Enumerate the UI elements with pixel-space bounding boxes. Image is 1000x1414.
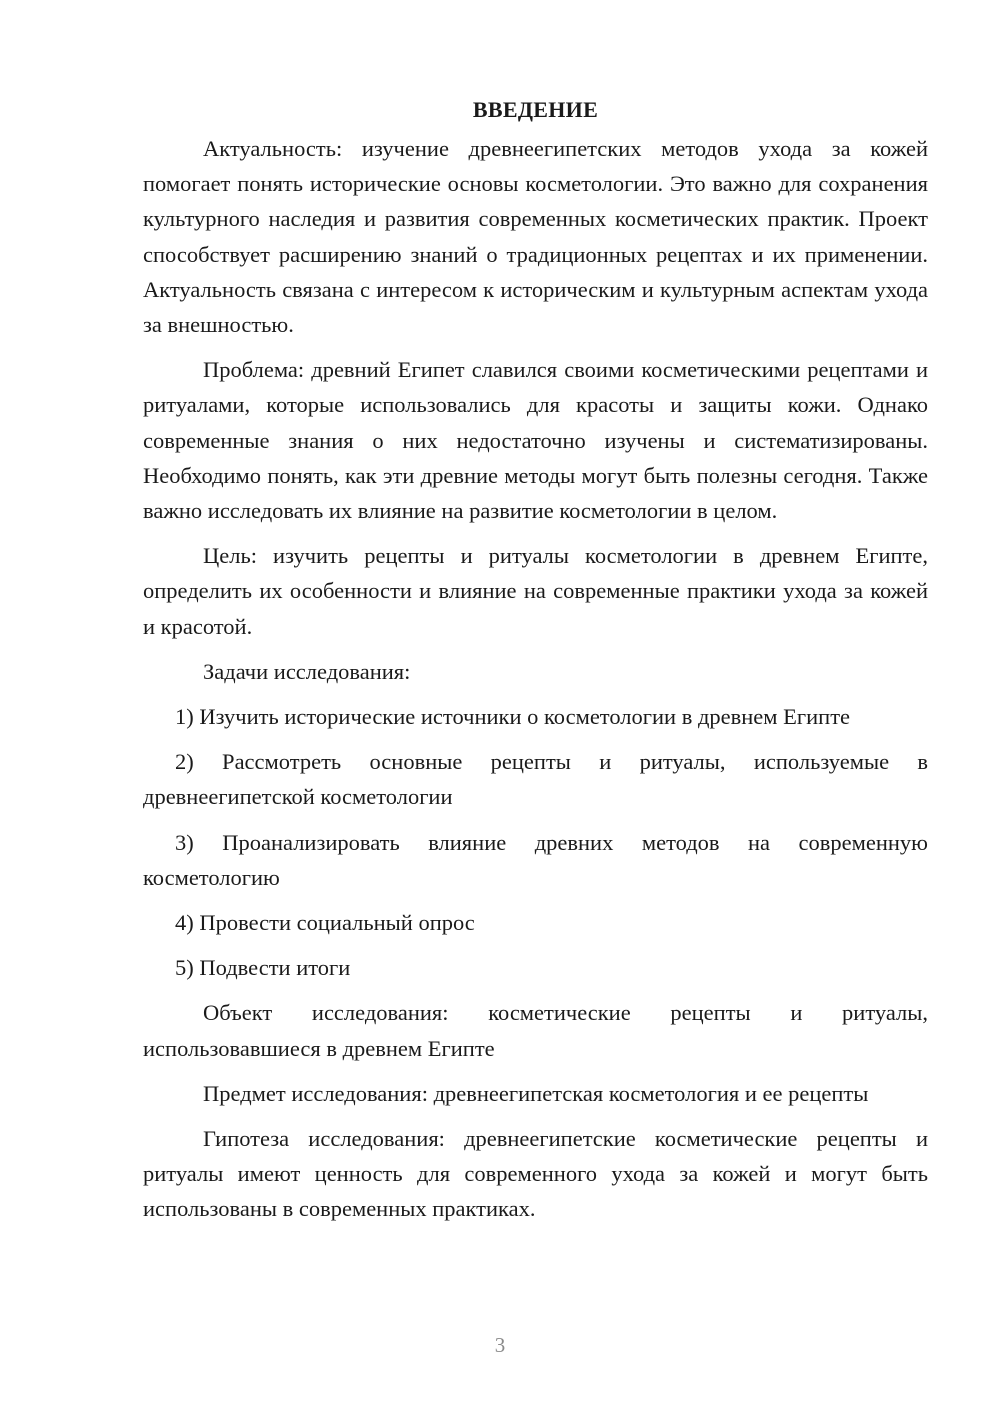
tasks-heading: Задачи исследования:: [203, 658, 411, 684]
goal-paragraph: Цель: изучить рецепты и ритуалы косметологии в древнем Египте, определить их особенности и влияние на современные практики ухода за кожей и красотой.: [143, 543, 928, 639]
task-item-3: 3) Проанализировать влияние древних методов на современную косметологию: [143, 829, 928, 890]
task-item-2: 2) Рассмотреть основные рецепты и ритуалы, используемые в древнеегипетской косметологии: [143, 749, 928, 810]
task-item-1: 1) Изучить исторические источники о косметологии в древнем Египте: [175, 704, 851, 730]
subject-paragraph: Предмет исследования: древнеегипетская косметология и ее рецепты: [203, 1080, 869, 1106]
document-page: [143, 92, 928, 1237]
hypothesis-paragraph: Гипотеза исследования: древнеегипетские косметические рецепты и ритуалы имеют ценность для современного ухода за кожей и могут быть использованы в современных практиках.: [143, 1126, 928, 1222]
task-item-5: 5) Подвести итоги: [175, 955, 351, 981]
problem-paragraph: Проблема: древний Египет славился своими косметическими рецептами и ритуалами, которые использовались для красоты и защиты кожи. Однако современные знания о них недостаточно изучены и систематизированы. Необходимо понять, как эти древние методы могут быть полезны сегодня. Также важно исследовать их влияние на развитие косметологии в целом.: [143, 357, 928, 524]
task-item-4: 4) Провести социальный опрос: [175, 910, 475, 936]
relevance-paragraph: Актуальность: изучение древнеегипетских методов ухода за кожей помогает понять исторические основы косметологии. Это важно для сохранения культурного наследия и развития современных косметических практик. Проект способствует расширению знаний о традиционных рецептах и их применении. Актуальность связана с интересом к историческим и культурным аспектам ухода за внешностью.: [143, 136, 928, 338]
object-paragraph: Объект исследования: косметические рецепты и ритуалы, использовавшиеся в древнем Египте: [143, 1000, 928, 1061]
page-number: 3: [494, 1333, 506, 1357]
page-title: ВВЕДЕНИЕ: [472, 97, 599, 122]
